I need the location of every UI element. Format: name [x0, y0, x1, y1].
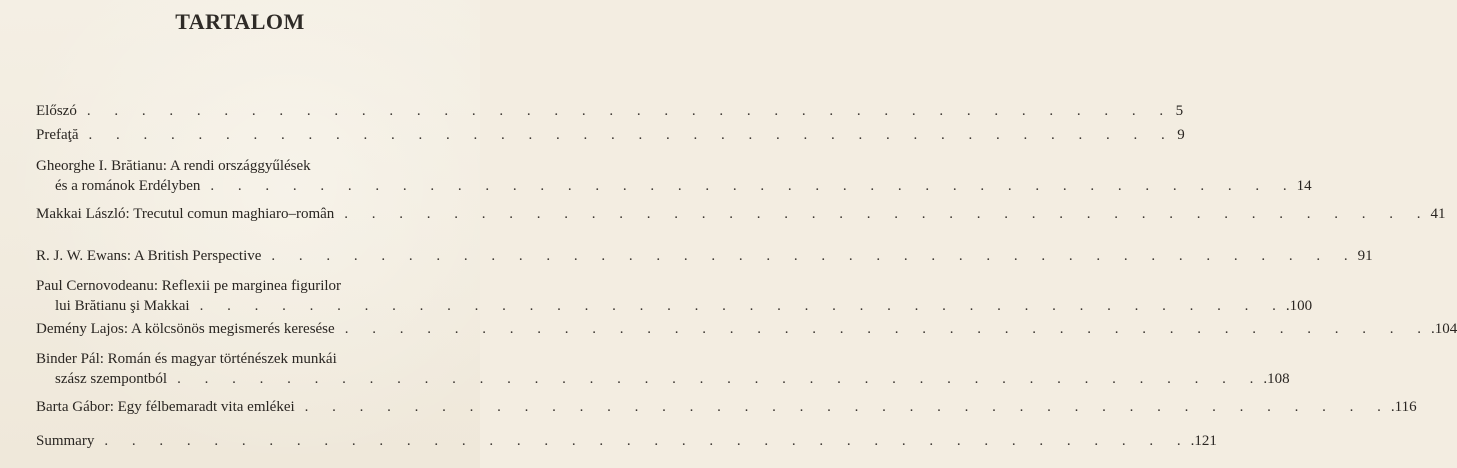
dot-leader: . . . . . . . . . . . . . . . . . . . . . . . . . . . . . . . . . . . . . . . . [104, 433, 1191, 449]
toc-entry [36, 319, 1457, 339]
toc-entry [36, 276, 1313, 316]
toc-entry-page: 41 [1430, 206, 1446, 222]
toc-entry-page: .121 [1190, 433, 1217, 449]
toc-entry-page: 5 [1175, 103, 1184, 119]
dot-leader: . . . . . . . . . . . . . . . . . . . . . . . . . . . . . . . . . . . . . . . . [210, 178, 1297, 194]
toc-entry-title: Summary [36, 433, 95, 449]
toc-entry-page: 14 [1296, 178, 1312, 194]
toc-entry [36, 204, 1446, 224]
dot-leader: . . . . . . . . . . . . . . . . . . . . . . . . . . . . . . . . . . . . . . . . [177, 371, 1264, 387]
toc-entry-title: R. J. W. Ewans: A British Perspective [36, 248, 262, 264]
toc-entry [36, 246, 1373, 266]
toc-entry-page: .104 [1430, 321, 1457, 337]
dot-leader: . . . . . . . . . . . . . . . . . . . . . . . . . . . . . . . . . . . . . . . . [304, 399, 1391, 415]
toc-entry-page: .108 [1263, 371, 1290, 387]
toc-entry-title: Demény Lajos: A kölcsönös megismerés keresése [36, 321, 335, 337]
toc-entry-page: .100 [1285, 298, 1313, 314]
toc-entry-title-cont: szász szempontból [55, 371, 168, 387]
toc-entry-title: Makkai László: Trecutul comun maghiaro–român [36, 206, 335, 222]
toc-entry-title: Paul Cernovodeanu: Reflexii pe marginea figurilor [36, 278, 342, 294]
toc-entry [36, 397, 1417, 417]
toc-entry-page: 91 [1357, 248, 1373, 264]
dot-leader: . . . . . . . . . . . . . . . . . . . . . . . . . . . . . . . . . . . . . . . . [344, 206, 1431, 222]
dot-leader: . . . . . . . . . . . . . . . . . . . . . . . . . . . . . . . . . . . . . . . . [199, 298, 1286, 314]
toc-entry [36, 101, 1184, 121]
dot-leader: . . . . . . . . . . . . . . . . . . . . . . . . . . . . . . . . . . . . . . . . [271, 248, 1358, 264]
dot-leader: . . . . . . . . . . . . . . . . . . . . . . . . . . . . . . . . . . . . . . . . [88, 127, 1175, 143]
toc-entry-title: Előszó [36, 103, 77, 119]
toc-entry-title-cont: és a románok Erdélyben [55, 178, 201, 194]
toc-entry-title-cont: lui Brătianu şi Makkai [55, 298, 190, 314]
toc-entry-title: Barta Gábor: Egy félbemaradt vita emlékei [36, 399, 295, 415]
toc-entry-page: 9 [1177, 127, 1185, 143]
dot-leader: . . . . . . . . . . . . . . . . . . . . . . . . . . . . . . . . . . . . . . . . [344, 321, 1431, 337]
toc-entry-title: Gheorghe I. Brătianu: A rendi országgyűlések [36, 158, 311, 174]
toc-entry [36, 431, 1217, 451]
toc-entry [36, 125, 1185, 145]
toc-entry [36, 156, 1312, 196]
toc-entry-title: Binder Pál: Román és magyar történészek munkái [36, 351, 337, 367]
dot-leader: . . . . . . . . . . . . . . . . . . . . . . . . . . . . . . . . . . . . . . . . [86, 103, 1174, 119]
page-title: TARTALOM [175, 9, 305, 34]
toc-entry-page: .116 [1390, 399, 1417, 415]
toc-entry [36, 349, 1290, 389]
toc-entry-title: Prefaţă [36, 127, 79, 143]
